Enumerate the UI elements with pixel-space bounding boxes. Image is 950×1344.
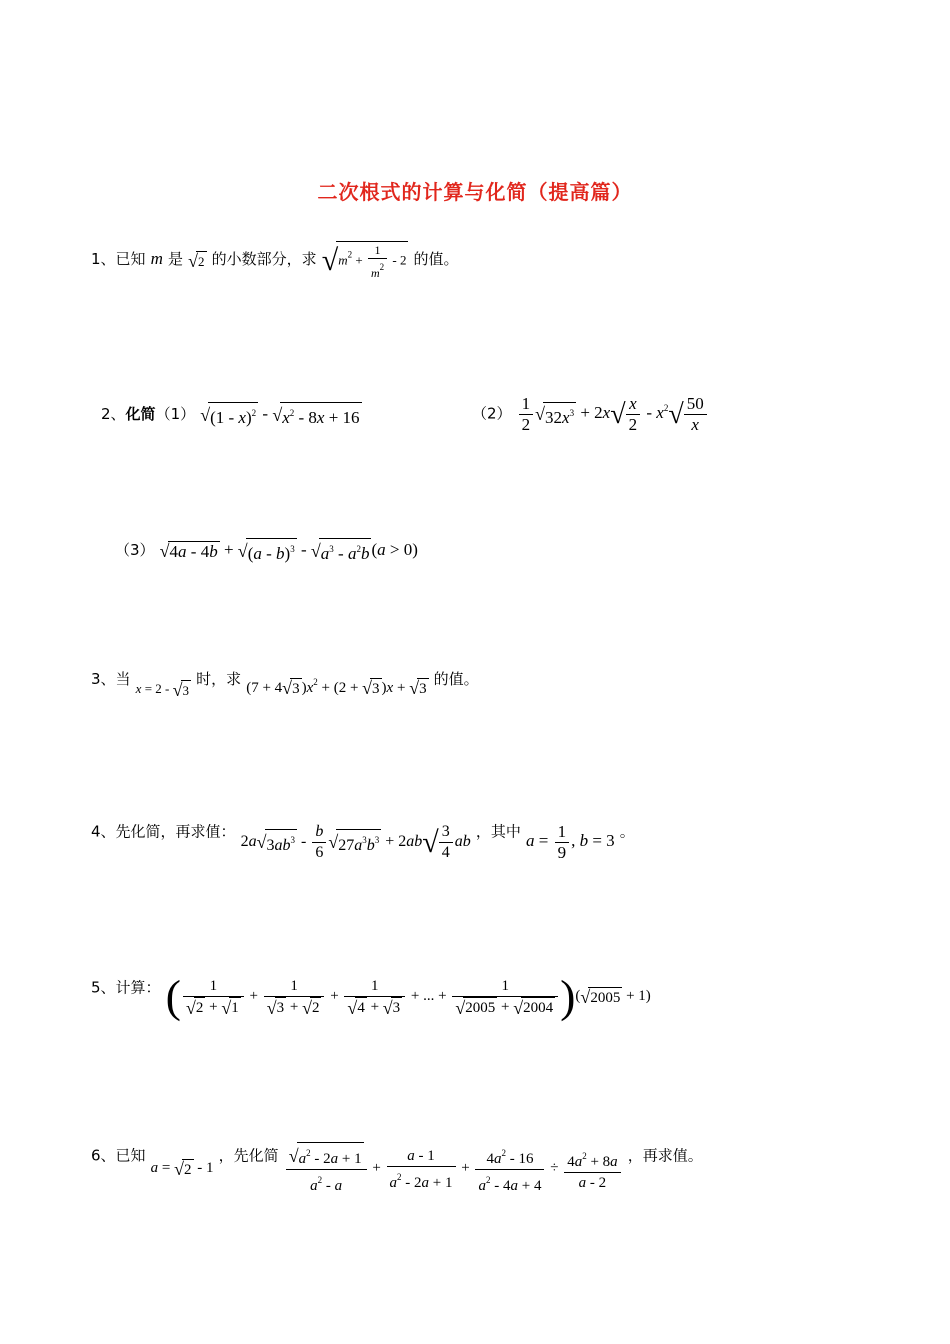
- problem-text: ，其中: [475, 822, 521, 841]
- sub-number: （2）: [472, 404, 512, 423]
- problem-text: 已知: [115, 249, 146, 268]
- problem-text: 时，求: [196, 670, 242, 688]
- formula: √2: [188, 250, 205, 271]
- formula: ( $\frac{1}{√2 + √1}$ + $\frac{1}{√3 + √2}$ + $\frac{1}{√4 + √3}$ + ... + $\frac{1}{√2005 + √2004}$ )(√2005 + 1): [165, 971, 651, 1023]
- problem-text: 的小数部分，求: [211, 249, 317, 268]
- problem-text: 当: [115, 670, 131, 688]
- problem-3: [91, 668, 479, 700]
- formula: (7 + 4√3 )$x^2 + (2 + √3$ )x + √3: [246, 677, 427, 699]
- problem-2-part-2: [472, 394, 709, 435]
- problem-4: [91, 812, 635, 862]
- problem-text: 的值。: [413, 249, 459, 268]
- formula: $√m^2$ + $\frac{1}{m^2}$ - 2: [321, 243, 407, 280]
- problem-number: 4、: [91, 822, 116, 841]
- variable-m: m: [150, 248, 163, 268]
- problem-number: 6、: [91, 1146, 116, 1165]
- problem-text: 已知: [115, 1146, 146, 1165]
- formula: a = $\frac{1}{9}$ , b = 3: [525, 822, 615, 862]
- problem-text: ，先化简: [218, 1146, 279, 1165]
- formula: $\frac{√a^2 - 2a + 1}{a^2 - a}$ + $\frac{a - 1}{a^2 - 2a + 1}$ + $\frac{4a^2 - 16}{a^2 - 4a + 4}$ ÷ $\frac{4a^2 + 8a}{a - 2}$: [284, 1160, 623, 1176]
- problem-text: 。: [619, 822, 635, 841]
- formula: $2a√3ab^3$ - $\frac{b}{6}$ $√27a^3b^3 + 2ab√$ $\frac{3}{4}$ ab: [240, 823, 471, 862]
- problem-2-part-3: [115, 538, 418, 564]
- problem-text: ，再求值。: [627, 1146, 703, 1165]
- formula: $√(1 - x)^2 - √x^2 - 8x + 16$: [200, 403, 360, 427]
- formula: x = 2 - √3: [135, 679, 189, 700]
- problem-text: 先化简，再求值：: [115, 822, 236, 841]
- problem-number: 5、: [91, 978, 116, 997]
- problem-number: 1、: [91, 249, 116, 268]
- formula: $√4a - 4b + √(a - b)^3 - √a^3 - a^2b$ (a > 0): [159, 539, 418, 563]
- problem-6: [91, 1130, 703, 1194]
- sub-number: （1）: [155, 404, 196, 423]
- problem-2: [101, 402, 362, 428]
- problem-number: 2、: [101, 404, 126, 423]
- problem-1: [91, 241, 459, 281]
- problem-5: [91, 968, 651, 1023]
- problem-text: 的值。: [433, 670, 479, 688]
- problem-text: 是: [168, 249, 184, 268]
- problem-number: 3、: [91, 670, 116, 688]
- sub-number: （3）: [115, 540, 155, 559]
- page-title: 二次根式的计算与化简（提高篇）: [317, 180, 633, 204]
- problem-text: 计算：: [115, 978, 161, 997]
- problem-label: 化简: [125, 404, 156, 423]
- formula: $\frac{1}{2}$ $√32x^3 + 2x√$ $\frac{x}{2}$ - $x^2√$ $\frac{50}{x}$: [517, 403, 709, 422]
- formula: a = √2 - 1: [150, 1158, 214, 1179]
